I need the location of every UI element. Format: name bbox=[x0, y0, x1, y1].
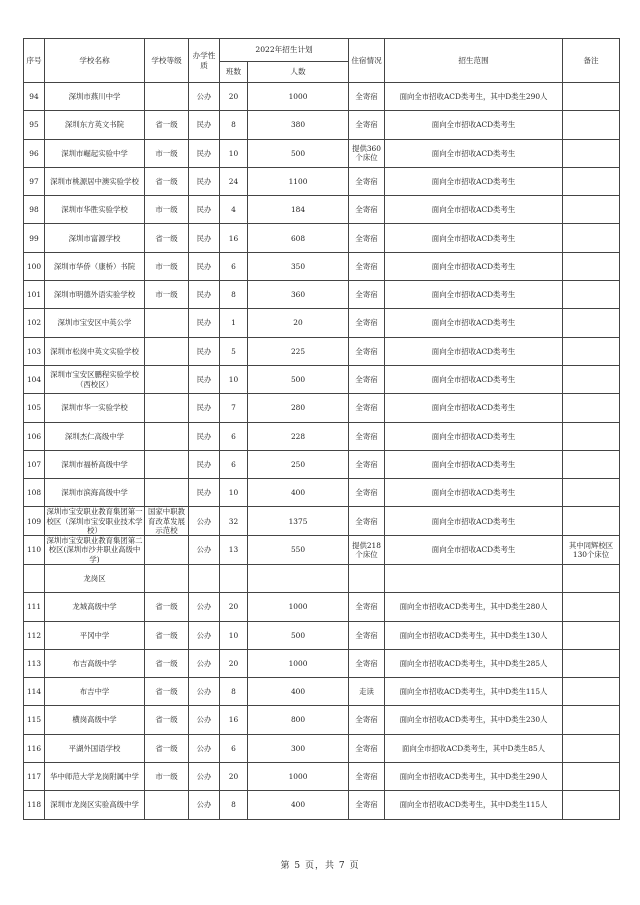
row-scope: 面向全市招收ACD类考生 bbox=[385, 224, 563, 252]
row-remark bbox=[563, 394, 620, 422]
row-lodging: 全寄宿 bbox=[349, 252, 385, 280]
header-people: 人数 bbox=[248, 62, 349, 83]
row-school-level bbox=[145, 422, 189, 450]
district-section bbox=[24, 564, 620, 592]
row-seq: 109 bbox=[24, 507, 45, 536]
row-people: 1000 bbox=[248, 593, 349, 621]
table-row bbox=[24, 224, 620, 252]
row-seq: 103 bbox=[24, 337, 45, 365]
row-seq: 116 bbox=[24, 734, 45, 762]
table-row bbox=[24, 507, 620, 536]
row-people: 300 bbox=[248, 734, 349, 762]
row-nature: 民办 bbox=[189, 252, 220, 280]
row-school-name: 深圳市滨海高级中学 bbox=[45, 479, 145, 507]
row-remark bbox=[563, 734, 620, 762]
row-school-name: 深圳市松岗中英文实验学校 bbox=[45, 337, 145, 365]
row-people: 280 bbox=[248, 394, 349, 422]
row-school-name: 深圳市富源学校 bbox=[45, 224, 145, 252]
page-footer: 第 5 页，共 7 页 bbox=[280, 861, 360, 871]
row-seq: 112 bbox=[24, 621, 45, 649]
row-school-level: 市一级 bbox=[145, 281, 189, 309]
row-classes: 6 bbox=[220, 734, 248, 762]
row-school-name: 平冈中学 bbox=[45, 621, 145, 649]
row-scope: 面向全市招收ACD类考生，其中D类生130人 bbox=[385, 621, 563, 649]
row-scope: 面向全市招收ACD类考生 bbox=[385, 422, 563, 450]
row-nature: 民办 bbox=[189, 337, 220, 365]
row-school-name: 平湖外国语学校 bbox=[45, 734, 145, 762]
row-lodging: 全寄宿 bbox=[349, 365, 385, 393]
table-row bbox=[24, 139, 620, 167]
row-nature: 民办 bbox=[189, 394, 220, 422]
row-remark bbox=[563, 83, 620, 111]
row-school-level: 省一级 bbox=[145, 734, 189, 762]
row-school-name: 深圳市宝安区中英公学 bbox=[45, 309, 145, 337]
row-people: 500 bbox=[248, 139, 349, 167]
table-row bbox=[24, 763, 620, 791]
row-seq: 96 bbox=[24, 139, 45, 167]
row-school-name: 深圳市华胜实验学校 bbox=[45, 196, 145, 224]
row-scope: 面向全市招收ACD类考生，其中D类生285人 bbox=[385, 649, 563, 677]
row-classes: 16 bbox=[220, 706, 248, 734]
row-scope: 面向全市招收ACD类考生，其中D类生85人 bbox=[385, 734, 563, 762]
row-remark bbox=[563, 309, 620, 337]
table-row bbox=[24, 706, 620, 734]
row-nature: 公办 bbox=[189, 593, 220, 621]
row-scope: 面向全市招收ACD类考生 bbox=[385, 167, 563, 195]
row-school-name: 横岗高级中学 bbox=[45, 706, 145, 734]
row-classes: 10 bbox=[220, 479, 248, 507]
row-school-level: 市一级 bbox=[145, 196, 189, 224]
row-people: 184 bbox=[248, 196, 349, 224]
table-row bbox=[24, 252, 620, 280]
row-scope: 面向全市招收ACD类考生，其中D类生115人 bbox=[385, 791, 563, 819]
row-classes: 8 bbox=[220, 678, 248, 706]
row-lodging: 全寄宿 bbox=[349, 83, 385, 111]
row-lodging: 全寄宿 bbox=[349, 507, 385, 536]
row-school-level: 市一级 bbox=[145, 252, 189, 280]
row-people: 500 bbox=[248, 365, 349, 393]
row-nature: 公办 bbox=[189, 649, 220, 677]
row-remark bbox=[563, 791, 620, 819]
row-classes: 7 bbox=[220, 394, 248, 422]
row-school-level bbox=[145, 450, 189, 478]
row-remark bbox=[563, 649, 620, 677]
header-scope: 招生范围 bbox=[385, 39, 563, 83]
row-scope: 面向全市招收ACD类考生 bbox=[385, 394, 563, 422]
table-row bbox=[24, 394, 620, 422]
enrollment-table bbox=[23, 38, 620, 820]
row-remark bbox=[563, 479, 620, 507]
row-seq: 97 bbox=[24, 167, 45, 195]
row-scope: 面向全市招收ACD类考生 bbox=[385, 479, 563, 507]
row-lodging: 全寄宿 bbox=[349, 281, 385, 309]
row-school-level: 省一级 bbox=[145, 678, 189, 706]
row-remark bbox=[563, 139, 620, 167]
row-classes: 32 bbox=[220, 507, 248, 536]
row-school-level bbox=[145, 337, 189, 365]
row-people: 1000 bbox=[248, 649, 349, 677]
row-lodging: 全寄宿 bbox=[349, 224, 385, 252]
row-lodging: 全寄宿 bbox=[349, 479, 385, 507]
row-people: 250 bbox=[248, 450, 349, 478]
row-people: 1000 bbox=[248, 83, 349, 111]
row-school-level: 省一级 bbox=[145, 649, 189, 677]
row-remark bbox=[563, 196, 620, 224]
row-school-name: 深圳市龙岗区实验高级中学 bbox=[45, 791, 145, 819]
row-classes: 6 bbox=[220, 450, 248, 478]
row-school-name: 深圳市宝安职业教育集团第一校区（深圳市宝安职业技术学校） bbox=[46, 507, 143, 535]
row-classes: 6 bbox=[220, 252, 248, 280]
row-school-name: 华中师范大学龙岗附属中学 bbox=[45, 763, 145, 791]
row-school-level: 省一级 bbox=[145, 167, 189, 195]
row-seq: 102 bbox=[24, 309, 45, 337]
row-remark bbox=[563, 281, 620, 309]
row-nature: 公办 bbox=[189, 706, 220, 734]
row-scope: 面向全市招收ACD类考生 bbox=[385, 450, 563, 478]
row-nature: 民办 bbox=[189, 139, 220, 167]
row-school-name: 深圳市崛起实验中学 bbox=[45, 139, 145, 167]
row-school-name: 深圳市桃源居中澳实验学校 bbox=[45, 167, 145, 195]
row-lodging: 全寄宿 bbox=[349, 649, 385, 677]
row-seq: 104 bbox=[24, 365, 45, 393]
header-classes: 班数 bbox=[220, 62, 248, 83]
row-school-level bbox=[145, 536, 189, 565]
row-people: 400 bbox=[248, 791, 349, 819]
row-nature: 公办 bbox=[189, 507, 220, 536]
row-nature: 民办 bbox=[189, 196, 220, 224]
row-remark bbox=[563, 507, 620, 536]
row-people: 360 bbox=[248, 281, 349, 309]
header-remark: 备注 bbox=[563, 39, 620, 83]
row-school-name: 深圳市华侨（康桥）书院 bbox=[45, 252, 145, 280]
district-row bbox=[24, 564, 620, 592]
row-scope: 面向全市招收ACD类考生 bbox=[385, 196, 563, 224]
row-lodging: 全寄宿 bbox=[349, 791, 385, 819]
row-scope: 面向全市招收ACD类考生，其中D类生290人 bbox=[385, 83, 563, 111]
row-seq: 107 bbox=[24, 450, 45, 478]
district-empty-seq bbox=[24, 564, 45, 592]
row-scope: 面向全市招收ACD类考生 bbox=[385, 507, 563, 536]
row-classes: 10 bbox=[220, 621, 248, 649]
row-people: 225 bbox=[248, 337, 349, 365]
row-scope: 面向全市招收ACD类考生 bbox=[385, 252, 563, 280]
row-school-level: 省一级 bbox=[145, 621, 189, 649]
row-school-name: 深圳市华一实验学校 bbox=[45, 394, 145, 422]
table-row bbox=[24, 536, 620, 565]
row-classes: 4 bbox=[220, 196, 248, 224]
row-people: 20 bbox=[248, 309, 349, 337]
table-body-longgang bbox=[24, 593, 620, 819]
row-lodging: 提供360个床位 bbox=[349, 139, 385, 167]
row-lodging: 提供218个床位 bbox=[349, 536, 385, 565]
table-row bbox=[24, 479, 620, 507]
row-school-level: 国家中职教育改革发展示范校 bbox=[145, 507, 189, 536]
row-school-name: 深圳杰仁高级中学 bbox=[45, 422, 145, 450]
row-seq: 113 bbox=[24, 649, 45, 677]
row-nature: 民办 bbox=[189, 450, 220, 478]
row-school-level: 省一级 bbox=[145, 111, 189, 139]
header-nature: 办学性质 bbox=[189, 39, 220, 83]
row-people: 500 bbox=[248, 621, 349, 649]
row-people: 1375 bbox=[248, 507, 349, 536]
row-school-level: 市一级 bbox=[145, 763, 189, 791]
table-row bbox=[24, 791, 620, 819]
row-remark bbox=[563, 224, 620, 252]
row-scope: 面向全市招收ACD类考生 bbox=[385, 139, 563, 167]
row-classes: 13 bbox=[220, 536, 248, 565]
row-people: 800 bbox=[248, 706, 349, 734]
row-lodging: 全寄宿 bbox=[349, 763, 385, 791]
row-lodging: 全寄宿 bbox=[349, 337, 385, 365]
row-seq: 110 bbox=[24, 536, 45, 565]
row-people: 228 bbox=[248, 422, 349, 450]
table-body-baoan bbox=[24, 83, 620, 565]
row-nature: 民办 bbox=[189, 309, 220, 337]
row-scope: 面向全市招收ACD类考生，其中D类生115人 bbox=[385, 678, 563, 706]
row-lodging: 全寄宿 bbox=[349, 734, 385, 762]
row-scope: 面向全市招收ACD类考生 bbox=[385, 536, 563, 565]
row-seq: 117 bbox=[24, 763, 45, 791]
row-classes: 20 bbox=[220, 593, 248, 621]
row-lodging: 全寄宿 bbox=[349, 309, 385, 337]
row-nature: 公办 bbox=[189, 83, 220, 111]
row-scope: 面向全市招收ACD类考生 bbox=[385, 337, 563, 365]
row-seq: 95 bbox=[24, 111, 45, 139]
row-nature: 公办 bbox=[189, 791, 220, 819]
row-seq: 94 bbox=[24, 83, 45, 111]
row-lodging: 全寄宿 bbox=[349, 111, 385, 139]
row-nature: 公办 bbox=[189, 621, 220, 649]
row-nature: 民办 bbox=[189, 365, 220, 393]
header-seq: 序号 bbox=[24, 39, 45, 83]
row-classes: 20 bbox=[220, 649, 248, 677]
row-remark: 其中同辉校区130个床位 bbox=[563, 536, 620, 565]
row-nature: 民办 bbox=[189, 479, 220, 507]
table-row bbox=[24, 196, 620, 224]
table-row bbox=[24, 422, 620, 450]
row-classes: 8 bbox=[220, 281, 248, 309]
table-row bbox=[24, 281, 620, 309]
row-lodging: 全寄宿 bbox=[349, 394, 385, 422]
row-remark bbox=[563, 167, 620, 195]
row-people: 550 bbox=[248, 536, 349, 565]
row-classes: 10 bbox=[220, 365, 248, 393]
row-remark bbox=[563, 593, 620, 621]
row-scope: 面向全市招收ACD类考生 bbox=[385, 309, 563, 337]
row-nature: 民办 bbox=[189, 422, 220, 450]
table-row bbox=[24, 167, 620, 195]
table-row bbox=[24, 111, 620, 139]
row-classes: 16 bbox=[220, 224, 248, 252]
row-nature: 民办 bbox=[189, 281, 220, 309]
row-school-name: 深圳市福桥高级中学 bbox=[45, 450, 145, 478]
district-name: 龙岗区 bbox=[45, 564, 145, 592]
row-lodging: 全寄宿 bbox=[349, 593, 385, 621]
row-school-level: 省一级 bbox=[145, 593, 189, 621]
row-lodging: 全寄宿 bbox=[349, 422, 385, 450]
table-row bbox=[24, 621, 620, 649]
row-people: 380 bbox=[248, 111, 349, 139]
row-school-name: 深圳市明德外语实验学校 bbox=[45, 281, 145, 309]
row-school-name: 深圳市宝安职业教育集团第二校区(深圳市沙井职业高级中学) bbox=[46, 536, 143, 564]
row-remark bbox=[563, 252, 620, 280]
row-lodging: 全寄宿 bbox=[349, 450, 385, 478]
row-seq: 100 bbox=[24, 252, 45, 280]
row-school-name: 布吉高级中学 bbox=[45, 649, 145, 677]
row-seq: 101 bbox=[24, 281, 45, 309]
row-seq: 114 bbox=[24, 678, 45, 706]
row-classes: 20 bbox=[220, 763, 248, 791]
row-school-level bbox=[145, 309, 189, 337]
row-school-name: 深圳市宝安区鹏程实验学校（西校区） bbox=[45, 365, 145, 393]
table-row bbox=[24, 450, 620, 478]
table-row bbox=[24, 649, 620, 677]
row-people: 1000 bbox=[248, 763, 349, 791]
row-nature: 民办 bbox=[189, 111, 220, 139]
row-nature: 民办 bbox=[189, 224, 220, 252]
row-scope: 面向全市招收ACD类考生，其中D类生290人 bbox=[385, 763, 563, 791]
row-nature: 公办 bbox=[189, 763, 220, 791]
table-row bbox=[24, 309, 620, 337]
table-row bbox=[24, 365, 620, 393]
row-classes: 5 bbox=[220, 337, 248, 365]
row-school-name: 龙城高级中学 bbox=[45, 593, 145, 621]
row-school-level: 省一级 bbox=[145, 224, 189, 252]
row-nature: 公办 bbox=[189, 734, 220, 762]
row-school-level bbox=[145, 479, 189, 507]
row-classes: 8 bbox=[220, 111, 248, 139]
row-school-name: 布吉中学 bbox=[45, 678, 145, 706]
row-remark bbox=[563, 706, 620, 734]
row-school-level: 省一级 bbox=[145, 706, 189, 734]
row-remark bbox=[563, 365, 620, 393]
row-people: 1100 bbox=[248, 167, 349, 195]
row-nature: 民办 bbox=[189, 167, 220, 195]
header-plan: 2022年招生计划 bbox=[220, 39, 349, 62]
row-classes: 1 bbox=[220, 309, 248, 337]
row-lodging: 走读 bbox=[349, 678, 385, 706]
row-remark bbox=[563, 450, 620, 478]
row-scope: 面向全市招收ACD类考生 bbox=[385, 281, 563, 309]
row-school-level bbox=[145, 394, 189, 422]
row-school-level bbox=[145, 365, 189, 393]
row-classes: 6 bbox=[220, 422, 248, 450]
table-row bbox=[24, 734, 620, 762]
header-school-level: 学校等级 bbox=[145, 39, 189, 83]
row-people: 350 bbox=[248, 252, 349, 280]
row-seq: 99 bbox=[24, 224, 45, 252]
row-school-name: 深圳东方英文书院 bbox=[45, 111, 145, 139]
header-school-name: 学校名称 bbox=[45, 39, 145, 83]
row-seq: 111 bbox=[24, 593, 45, 621]
row-classes: 10 bbox=[220, 139, 248, 167]
row-school-level bbox=[145, 791, 189, 819]
row-seq: 105 bbox=[24, 394, 45, 422]
row-seq: 98 bbox=[24, 196, 45, 224]
row-seq: 118 bbox=[24, 791, 45, 819]
row-classes: 8 bbox=[220, 791, 248, 819]
row-scope: 面向全市招收ACD类考生 bbox=[385, 365, 563, 393]
row-school-level bbox=[145, 83, 189, 111]
row-seq: 115 bbox=[24, 706, 45, 734]
row-lodging: 全寄宿 bbox=[349, 196, 385, 224]
row-remark bbox=[563, 678, 620, 706]
row-classes: 20 bbox=[220, 83, 248, 111]
row-classes: 24 bbox=[220, 167, 248, 195]
row-remark bbox=[563, 763, 620, 791]
row-people: 400 bbox=[248, 479, 349, 507]
row-lodging: 全寄宿 bbox=[349, 621, 385, 649]
row-school-name: 深圳市燕川中学 bbox=[45, 83, 145, 111]
table-row bbox=[24, 83, 620, 111]
row-lodging: 全寄宿 bbox=[349, 167, 385, 195]
row-remark bbox=[563, 111, 620, 139]
row-lodging: 全寄宿 bbox=[349, 706, 385, 734]
header-lodging: 住宿情况 bbox=[349, 39, 385, 83]
row-nature: 公办 bbox=[189, 536, 220, 565]
row-seq: 106 bbox=[24, 422, 45, 450]
row-people: 608 bbox=[248, 224, 349, 252]
row-school-level: 市一级 bbox=[145, 139, 189, 167]
table-row bbox=[24, 337, 620, 365]
row-remark bbox=[563, 621, 620, 649]
row-seq: 108 bbox=[24, 479, 45, 507]
row-remark bbox=[563, 337, 620, 365]
row-scope: 面向全市招收ACD类考生，其中D类生280人 bbox=[385, 593, 563, 621]
table-row bbox=[24, 593, 620, 621]
row-people: 400 bbox=[248, 678, 349, 706]
row-scope: 面向全市招收ACD类考生，其中D类生230人 bbox=[385, 706, 563, 734]
row-scope: 面向全市招收ACD类考生 bbox=[385, 111, 563, 139]
table-row bbox=[24, 678, 620, 706]
row-nature: 公办 bbox=[189, 678, 220, 706]
row-remark bbox=[563, 422, 620, 450]
